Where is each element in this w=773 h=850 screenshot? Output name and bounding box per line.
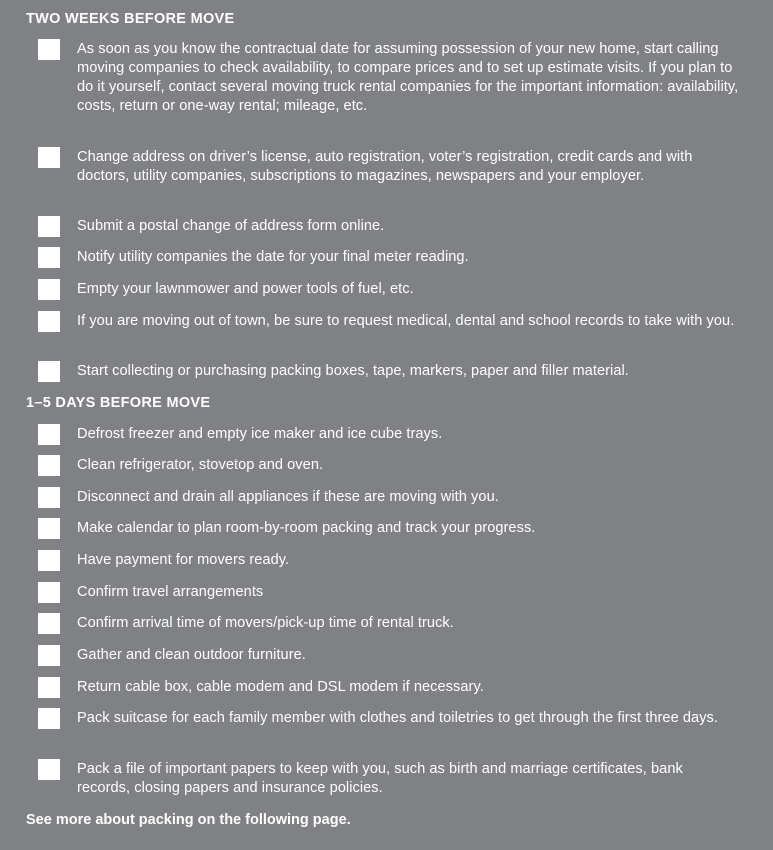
checklist-item-text: Pack a file of important papers to keep with you, such as birth and marriage certificates, bank records, closing papers and insurance policies. (77, 761, 683, 796)
checkbox[interactable] (38, 582, 60, 603)
checklist-item-text: Confirm travel arrangements (77, 584, 264, 600)
checklist-item-text: Make calendar to plan room-by-room packing and track your progress. (77, 520, 536, 536)
checklist-item-text: Have payment for movers ready. (77, 552, 290, 568)
checklist-item-text: Return cable box, cable modem and DSL modem if necessary. (77, 679, 484, 695)
checklist-item-text: Submit a postal change of address form online. (77, 218, 385, 234)
checkbox[interactable] (38, 424, 60, 445)
section-heading-1-5-days: 1–5 DAYS BEFORE MOVE (26, 395, 211, 411)
checklist-item-text: Gather and clean outdoor furniture. (77, 647, 306, 663)
checkbox[interactable] (38, 455, 60, 476)
checkbox[interactable] (38, 550, 60, 571)
checklist-item-text: Pack suitcase for each family member with clothes and toiletries to get through the first three days. (77, 710, 718, 726)
checklist-item-text: If you are moving out of town, be sure to request medical, dental and school records to take with you. (77, 313, 735, 329)
section-heading-two-weeks: TWO WEEKS BEFORE MOVE (26, 11, 235, 27)
checklist-item-text: Start collecting or purchasing packing boxes, tape, markers, paper and filler material. (77, 363, 629, 379)
checklist-item-text: Confirm arrival time of movers/pick-up time of rental truck. (77, 615, 454, 631)
checklist-item-text: Disconnect and drain all appliances if these are moving with you. (77, 489, 499, 505)
checkbox[interactable] (38, 311, 60, 332)
checklist-item-text: Notify utility companies the date for your final meter reading. (77, 249, 469, 265)
checkbox[interactable] (38, 645, 60, 666)
checkbox[interactable] (38, 708, 60, 729)
checkbox[interactable] (38, 361, 60, 382)
checklist-item-text: Empty your lawnmower and power tools of fuel, etc. (77, 281, 414, 297)
checkbox[interactable] (38, 677, 60, 698)
checkbox[interactable] (38, 279, 60, 300)
checkbox[interactable] (38, 147, 60, 168)
checkbox[interactable] (38, 216, 60, 237)
checkbox[interactable] (38, 247, 60, 268)
checkbox[interactable] (38, 39, 60, 60)
checklist-item-text: As soon as you know the contractual date for assuming possession of your new home, start calling moving companies to check availability, to compare prices and to set up estimate visits. If you plan to do it yourself, contact several moving truck rental companies for the important information: availability, costs, return or one-way rental; mileage, etc. (77, 41, 739, 114)
checklist-item-text: Change address on driver’s license, auto registration, voter’s registration, credit cards and with doctors, utility companies, subscriptions to magazines, newspapers and your employer. (77, 149, 693, 184)
checkbox[interactable] (38, 518, 60, 539)
checklist-item-text: Defrost freezer and empty ice maker and ice cube trays. (77, 426, 443, 442)
footer-note: See more about packing on the following page. (26, 812, 351, 828)
checkbox[interactable] (38, 487, 60, 508)
checkbox[interactable] (38, 613, 60, 634)
checklist-item-text: Clean refrigerator, stovetop and oven. (77, 457, 324, 473)
checkbox[interactable] (38, 759, 60, 780)
